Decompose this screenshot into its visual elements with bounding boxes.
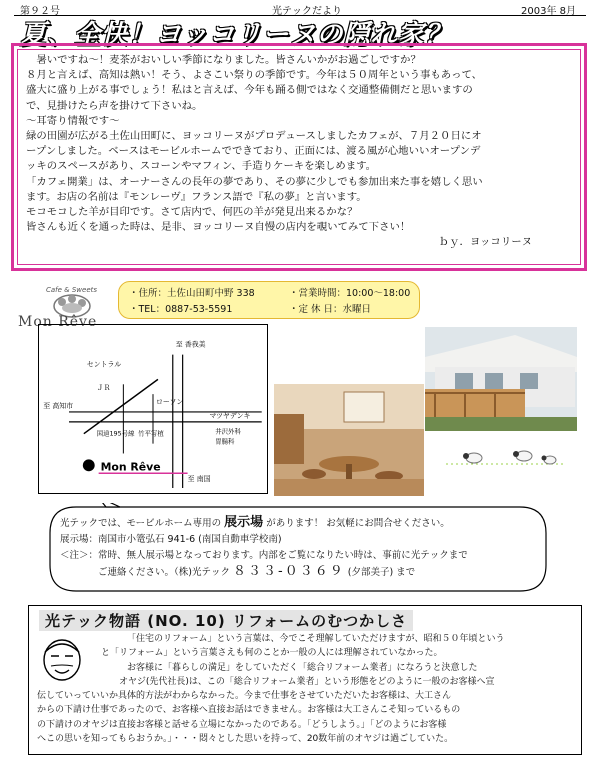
showroom-text: [60, 515, 468, 581]
shop-tel: ・TEL：0887-53-5591: [129, 304, 233, 315]
showroom-contact-post: (夕部美子) まで: [347, 567, 416, 578]
message-line: モコモコした羊が目印です。さて店内で、何匹の羊が発見出来るかな？: [26, 206, 358, 219]
message-line: 盛大に盛り上がる事でしょう！私はと言えば、今年も踊る側ではなく交通整備側だと思いますの: [26, 84, 473, 97]
map-label-south: 至 南国: [187, 475, 211, 484]
story-line: 「住宅のリフォーム」という言葉は、今でこそ理解していただけますが、昭和５０年頃という: [127, 634, 505, 644]
story-line: からの下請け仕事であったので、お客様へ直接お話はできません。お客様は大工さんこそ知っているもの: [37, 705, 461, 716]
story-line: の下請けのオヤジは直接お客様と話せる立場になかったのである。「どうしよう。」「どのようにお客様: [37, 719, 447, 730]
showroom-note: ＜注＞：常時、無人展示場となっております。内部をご覧になりたい時は、事前に光テックまで: [60, 550, 468, 561]
shop-info-row: [129, 285, 411, 299]
cafe-interior-photo: [274, 384, 424, 496]
sheep-icon: [446, 436, 566, 482]
message-line: ～耳寄り情報です～: [26, 114, 120, 127]
cafe-exterior-image: [425, 327, 577, 431]
issue-date: 2003年 8月: [521, 6, 576, 17]
message-line: ッキのスペースがあり、スコーンやマフィン、手造りケーキを楽しめます。: [26, 160, 377, 173]
message-body: [17, 49, 581, 265]
map-label-sangyo: 胃腸科: [215, 437, 235, 446]
message-line: ープンしました。ベースはモービルホームでできており、正面には、渡る風が心地いいオープンデ: [26, 145, 481, 158]
story-line: へこの思いを知ってもらおうか。」・・・悶々とした思いを持って、20数年前のオヤジは過ごしていた。: [37, 734, 454, 745]
map-label-ino: 井沢外科: [215, 427, 241, 436]
showroom-location: 展示場：南国市小篭弘石 941-6 (南国自動車学校南): [60, 534, 282, 545]
showroom-intro-end: があります！ お気軽にお問合せください。: [266, 518, 450, 529]
map-label-lawson: ローソン: [155, 398, 184, 407]
shop-info-row: [129, 301, 372, 315]
story-line: と「リフォーム」という言葉さえも何のことか一般の人には理解されていなかった。: [101, 648, 443, 659]
logo-name: Mon Rêve: [18, 314, 98, 330]
map-drawing: [39, 325, 267, 493]
story-line: オヤジ(先代社長)は、この「総合リフォーム業者」という形態をどのように一般のお客様へ宣: [119, 676, 495, 687]
shop-address: ・住所：土佐山田町中野 338: [129, 288, 255, 299]
showroom-bubble: [46, 503, 550, 595]
map-label-jr: ＪＲ: [96, 384, 111, 393]
cafe-exterior-photo: [425, 327, 577, 431]
showroom-contact: [60, 564, 468, 581]
cafe-interior-image: [274, 384, 424, 496]
message-line: で、見掛けたら声を掛けて下さいね。: [26, 99, 203, 112]
page-title: 夏、全快！ヨッコリーヌの隠れ家？: [20, 20, 452, 50]
message-line: ８月と言えば、高知は熱い！そう、よさこい祭りの季節です。今年は５０周年という事もあって、: [26, 69, 483, 82]
message-box: [11, 43, 587, 271]
message-line: ます。お店の名前は『モンレーヴ』フランス語で『私の夢』と言います。: [26, 190, 367, 203]
showroom-phone: ８３３-０３６９: [233, 564, 345, 579]
shop-marker-icon: [83, 459, 95, 471]
showroom-line: [60, 515, 468, 532]
showroom-contact-pre: ご連絡ください。（株)光テック: [98, 567, 230, 578]
logo-tagline: Cafe & Sweets: [46, 286, 98, 294]
map-label-kochi: 至 高知市: [43, 402, 74, 411]
map-label-shop: Mon Rêve: [100, 460, 161, 474]
story-title: 光テック物語 (NO. 10) リフォームのむつかしさ: [39, 610, 413, 631]
map-label-matsuya: マツヤデンキ: [209, 411, 251, 420]
message-signature: ｂｙ．ヨッコリーヌ: [438, 236, 532, 249]
map-label-central: セントラル: [86, 360, 122, 369]
sheep-illustration: [446, 436, 566, 482]
map-label-takeba: 竹平写植: [138, 429, 164, 438]
shop-holiday: ・定 休 日：水曜日: [289, 304, 372, 315]
issue-number: 第９２号: [20, 6, 60, 17]
shop-map: [38, 324, 268, 494]
shop-hours: ・営業時間：10:00～18:00: [289, 288, 411, 299]
story-line: 伝していっていいか具体的方法がわからなかった。今まで仕事をさせていただいたお客様は、大工さん: [37, 691, 452, 702]
story-body: [37, 632, 575, 746]
story-section: [28, 605, 582, 755]
showroom-intro: 光テックでは、モービルホーム専用の: [60, 518, 222, 529]
message-line: 暑いですね～！麦茶がおいしい季節になりました。皆さんいかがお過ごしですか？: [26, 54, 421, 66]
showroom-highlight: 展示場: [224, 515, 264, 530]
message-line: 「カフェ開業」は、オーナーさんの長年の夢であり、その夢に少しでも参加出来た事を嬉しく思い: [26, 175, 483, 188]
map-label-kamiyoshi: 至 香我美: [175, 340, 206, 349]
map-label-route195: 国道195号線: [96, 429, 135, 438]
message-line: 緑の田園が広がる土佐山田町に、ヨッコリーヌがプロデュースしましたカフェが、７月２０日にオ: [26, 130, 482, 143]
map-railway: [84, 379, 158, 433]
message-line: 皆さんも近くを通った時は、是非、ヨッコリーヌ自慢の店内を覗いてみて下さい！: [26, 221, 411, 234]
newsletter-name: 光テックだより: [272, 6, 342, 17]
story-line: お客様に「暮らしの満足」をしていただく「総合リフォーム業者」になろうと決意した: [127, 662, 478, 673]
shop-info-box: [118, 281, 420, 319]
